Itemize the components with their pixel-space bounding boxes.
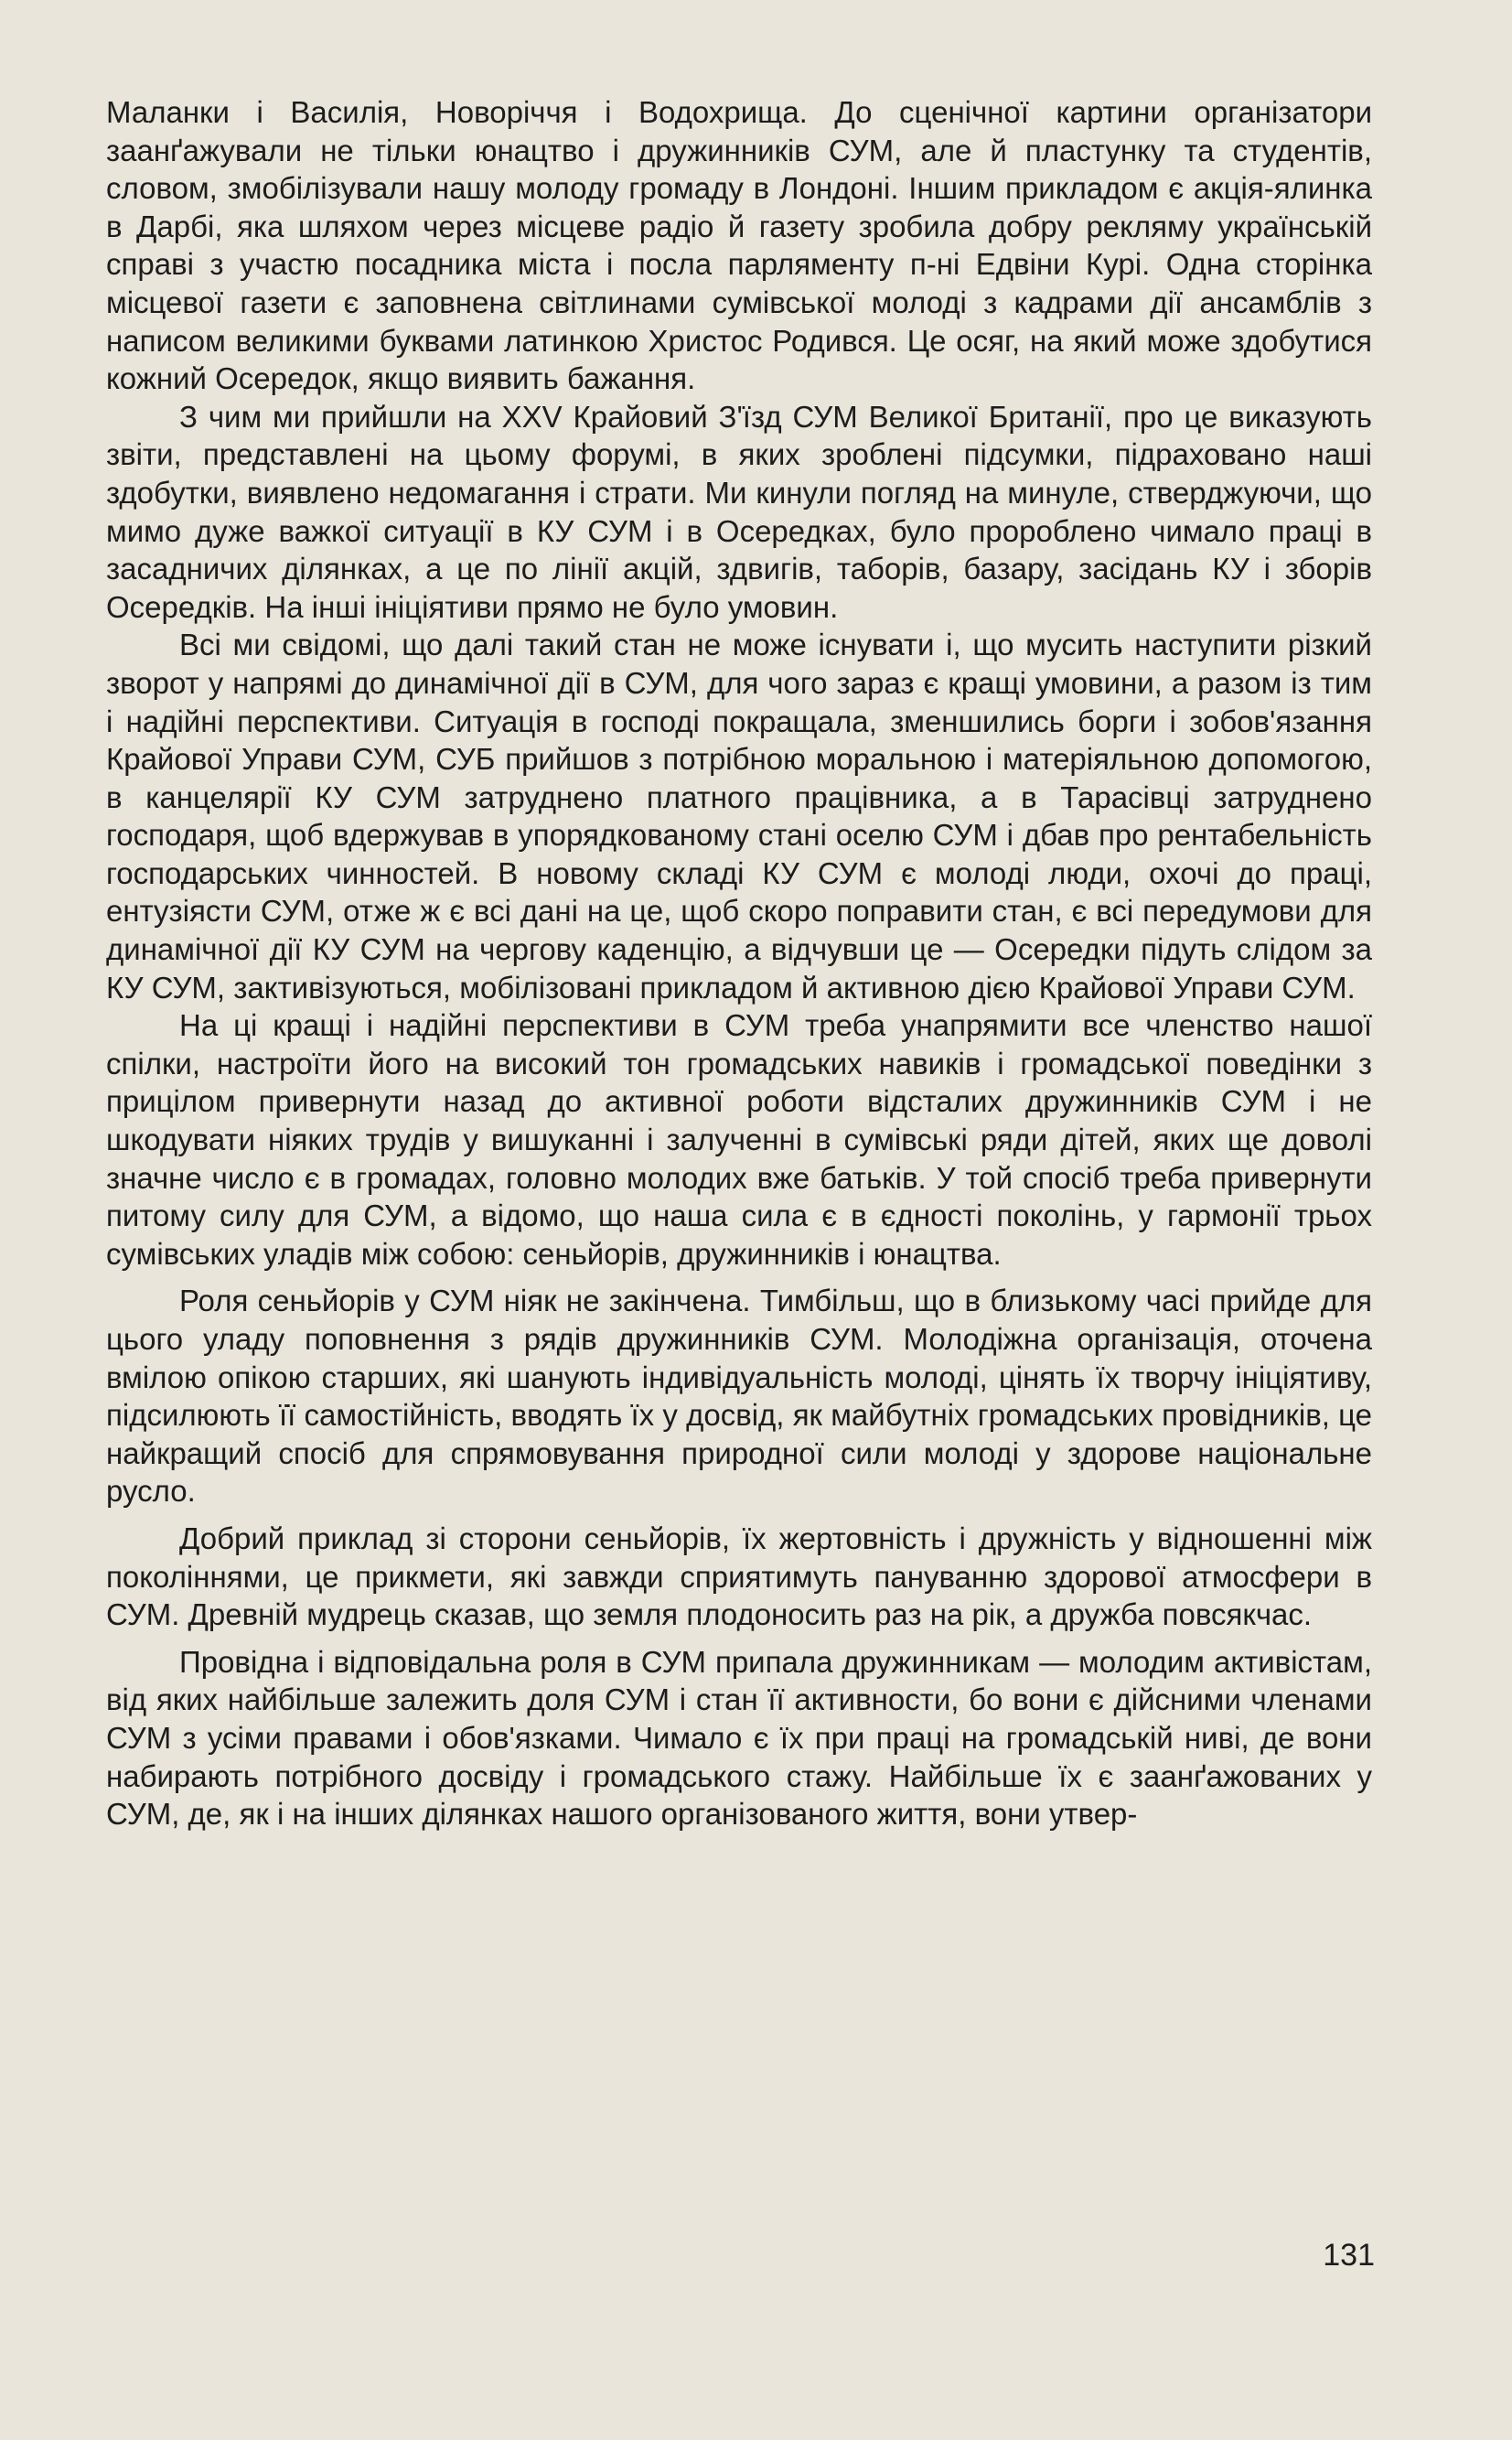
- paragraph-4: На ці кращі і надійні перспективи в СУМ треба унапрямити все членство нашої спілки, настроїти його на високий тон громадських навиків і громадської поведінки з прицілом привернути назад до активної роботи відсталих дружинників СУМ і не шкодувати ніяких трудів у вишуканні і залученні в сумівські ряди дітей, яких ще доволі значне число є в громадах, головно молодих вже батьків. У той спосіб треба привернути питому силу для СУМ, а відомо, що наша сила є в єдності поколінь, у гармонії трьох сумівських уладів між собою: сеньйорів, дружинників і юнацтва.: [106, 1008, 1372, 1271]
- paragraph-3: Всі ми свідомі, що далі такий стан не може існувати і, що мусить наступити різкий зворот у напрямі до динамічної дії в СУМ, для чого зараз є кращі умовини, а разом із тим і надійні перспективи. Ситуація в господі покращала, зменшились борги і зобов'язання Крайової Управи СУМ, СУБ прийшов з потрібною моральною і матеріяльною допомогою, в канцелярії КУ СУМ затруднено платного працівника, а в Тарасівці затруднено господаря, щоб вдержував в упорядкованому стані оселю СУМ і дбав про рентабельність господарських чинностей. В новому складі КУ СУМ є молоді люди, охочі до праці, ентузіясти СУМ, отже ж є всі дані на це, щоб скоро поправити стан, є всі передумови для динамічної дії КУ СУМ на чергову каденцію, а відчувши це — Осередки підуть слідом за КУ СУМ, зактивізуються, мобілізовані прикладом й активною дією Крайової Управи СУМ.: [106, 628, 1372, 1005]
- page-number: 131: [1323, 2238, 1375, 2273]
- paragraph-1: Маланки і Василія, Новоріччя і Водохрища. До сценічної картини організатори заанґажували не тільки юнацтво і дружинників СУМ, але й пластунку та студентів, словом, змобілізували нашу молоду громаду в Лондоні. Іншим прикладом є акція-ялинка в Дарбі, яка шляхом через місцеве радіо й газету зробила добру рекляму українській справі з участю посадника міста і посла парляменту п-ні Едвіни Курі. Одна сторінка місцевої газети є заповнена світлинами сумівської молоді з кадрами дії ансамблів з написом великими буквами латинкою Христос Родився. Це осяг, на який може здобутися кожний Осередок, якщо виявить бажання.: [106, 95, 1372, 396]
- paragraph-6: Добрий приклад зі сторони сеньйорів, їх жертовність і дружність у відношенні між поколіннями, це прикмети, які завжди сприятимуть пануванню здорової атмосфери в СУМ. Древній мудрець сказав, що земля плодоносить раз на рік, а дружба повсякчас.: [106, 1521, 1372, 1632]
- paragraph-2: З чим ми прийшли на XXV Крайовий З'їзд СУМ Великої Британії, про це виказують звіти, представлені на цьому форумі, в яких зроблені підсумки, підраховано наші здобутки, виявлено недомагання і страти. Ми кинули погляд на минуле, стверджуючи, що мимо дуже важкої ситуації в КУ СУМ і в Осередках, було пророблено чимало праці в засадничих ділянках, а це по лінії акцій, здвигів, таборів, базару, засідань КУ і зборів Осередків. На інші ініціятиви прямо не було умовин.: [106, 399, 1372, 624]
- paragraph-7: Провідна і відповідальна роля в СУМ припала дружинникам — молодим активістам, від яких найбільше залежить доля СУМ і стан її активности, бо вони є дійсними членами СУМ з усіми правами і обов'язками. Чимало є їх при праці на громадській ниві, де вони набирають потрібного досвіду і громадського стажу. Найбільше їх є заанґажованих у СУМ, де, як і на інших ділянках нашого організованого життя, вони утвер-: [106, 1644, 1372, 1832]
- body-text: [106, 93, 1372, 1833]
- paragraph-5: Роля сеньйорів у СУМ ніяк не закінчена. Тимбільш, що в близькому часі прийде для цього уладу поповнення з рядів дружинників СУМ. Молодіжна організація, оточена вмілою опікою старших, які шанують індивідуальність молоді, цінять їх творчу ініціятиву, підсилюють її самостійність, вводять їх у досвід, як майбутніх громадських провідників, це найкращий спосіб для спрямовування природної сили молоді у здорове національне русло.: [106, 1284, 1372, 1509]
